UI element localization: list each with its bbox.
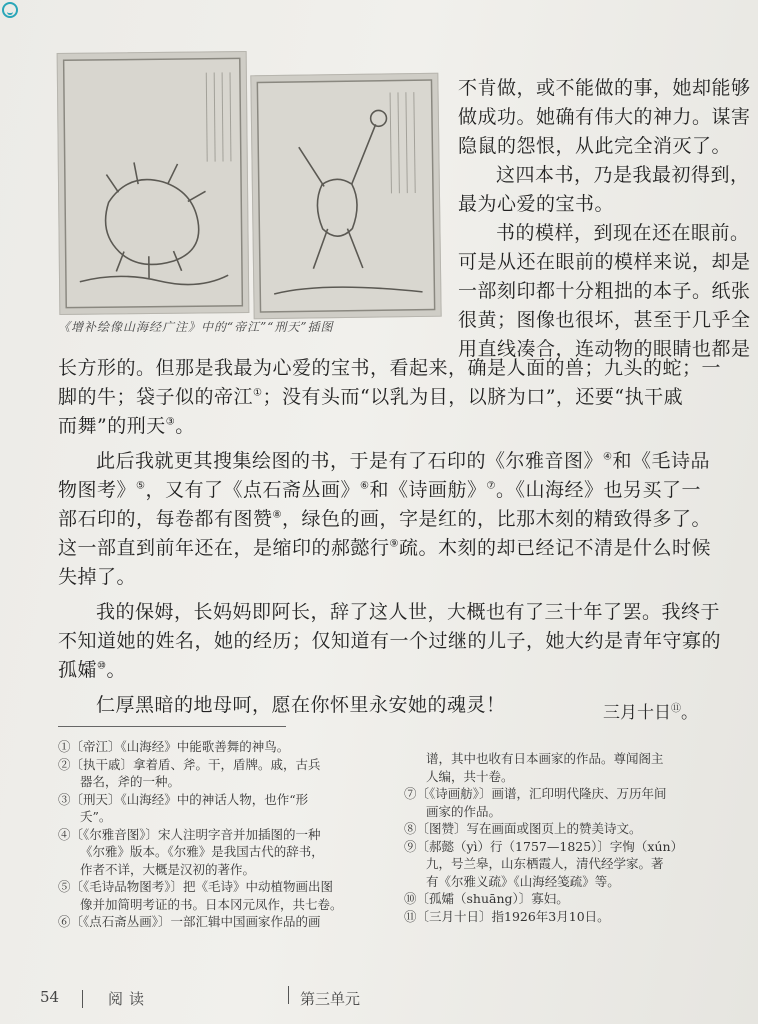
text-line: 仁厚黑暗的地母呵，愿在你怀里永安她的魂灵！ <box>96 694 506 716</box>
footnote: ⑩〔孤孀（shuāng）〕寡妇。 <box>404 891 569 906</box>
text-line: 隐鼠的怨恨，从此完全消灭了。 <box>458 135 732 157</box>
footer-section-left: 阅读 <box>108 990 151 1008</box>
right-column-text <box>458 74 751 364</box>
footnote-continuation: 九，号兰皋，山东栖霞人，清代经学家。著 <box>426 856 664 871</box>
text-line: 而舞”的刑天③。 <box>58 415 195 437</box>
footnotes-left <box>58 738 343 931</box>
text-line: 可是从还在眼前的模样来说，却是 <box>458 251 751 273</box>
text-line: 脚的牛；袋子似的帝江①；没有头而“以乳为目，以脐为口”，还要“执干戚 <box>58 386 684 408</box>
footnote-continuation: 器名，斧的一种。 <box>80 774 181 789</box>
logo-icon <box>2 2 18 18</box>
text-line: 物图考》⑤，又有了《点石斋丛画》⑥和《诗画舫》⑦。《山海经》也另买了一 <box>58 479 701 501</box>
footnotes-right <box>404 750 683 925</box>
footnote-mark[interactable]: ④ <box>603 451 613 463</box>
text-line: 做成功。她确有伟大的神力。谋害 <box>458 106 751 128</box>
text-line: 部石印的，每卷都有图赞⑧，绿色的画，字是红的，比那木刻的精致得多了。 <box>58 508 711 530</box>
footnote: ⑥〔《点石斋丛画》〕一部汇辑中国画家作品的画 <box>58 914 321 929</box>
footnote: ②〔执干戚〕拿着盾、斧。干，盾牌。戚，古兵 <box>58 756 321 772</box>
footnote-continuation: 谱，其中也收有日本画家的作品。尊闻阁主 <box>426 751 664 766</box>
text-line: 用直线凑合，连动物的眼睛也都是 <box>458 338 751 360</box>
footnote-mark[interactable]: ⑪ <box>671 703 681 715</box>
footnote-mark[interactable]: ⑨ <box>389 538 399 550</box>
footnote-continuation: 《尔雅》版本。《尔雅》是我国古代的辞书， <box>80 844 324 859</box>
figure-caption: 《增补绘像山海经广注》中的“帝江”“刑天”插图 <box>58 320 334 334</box>
woodcut-xingtian-image <box>251 74 440 319</box>
footnote-mark[interactable]: ⑥ <box>360 480 370 492</box>
text-line: 一部刻印都十分粗拙的本子。纸张 <box>458 280 751 302</box>
footnote: ④〔《尔雅音图》〕宋人注明字音并加插图的一种 <box>58 826 321 842</box>
footnote-mark[interactable]: ③ <box>165 416 176 428</box>
illustration-xingtian <box>250 73 441 320</box>
text-line: 书的模样，到现在还在眼前。 <box>496 222 750 244</box>
text-line: 我的保姆，长妈妈即阿长，辞了这人世，大概也有了三十年了罢。我终于 <box>96 601 721 623</box>
footnote-mark[interactable]: ⑦ <box>486 480 496 492</box>
footnote: ⑤〔《毛诗品物图考》〕把《毛诗》中动植物画出图 <box>58 879 334 894</box>
footer-divider <box>82 990 83 1008</box>
footnote: ③〔刑天〕《山海经》中的神话人物，也作“形 <box>58 791 309 807</box>
woodcut-dijiang-image <box>58 52 249 314</box>
footnote-continuation: 像并加简明考证的书。日本冈元凤作，共七卷。 <box>80 896 343 912</box>
footnote-continuation: 作者不详，大概是汉初的著作。 <box>80 861 256 877</box>
footnote-mark[interactable]: ⑧ <box>272 509 282 521</box>
date-signature: 三月十日⑪。 <box>603 703 698 723</box>
footnote: ⑧〔图赞〕写在画面或图页上的赞美诗文。 <box>404 821 642 836</box>
footnote-mark[interactable]: ⑤ <box>136 480 146 492</box>
text-line: 不肯做，或不能做的事，她却能够 <box>458 77 751 99</box>
illustration-dijiang <box>57 51 250 315</box>
text-line: 孤孀⑩。 <box>58 659 126 681</box>
footnote: ①〔帝江〕《山海经》中能歌善舞的神鸟。 <box>58 739 290 754</box>
main-body-text <box>58 354 721 720</box>
page-number: 54 <box>40 988 60 1006</box>
text-line: 不知道她的姓名，她的经历；仅知道有一个过继的儿子，她大约是青年守寡的 <box>58 630 722 652</box>
text-line: 长方形的。但那是我最为心爱的宝书，看起来，确是人面的兽；九头的蛇；一 <box>58 357 722 379</box>
text-line: 此后我就更其搜集绘图的书，于是有了石印的《尔雅音图》④和《毛诗品 <box>96 450 710 472</box>
footnote-continuation: 有《尔雅义疏》《山海经笺疏》等。 <box>426 873 620 889</box>
footnote-mark[interactable]: ⑩ <box>97 660 107 672</box>
text-line: 这四本书，乃是我最初得到， <box>496 164 750 186</box>
footnote-divider <box>58 726 286 727</box>
text-line: 很黄；图像也很坏，甚至于几乎全 <box>458 309 751 331</box>
footnote: ⑪〔三月十日〕指1926年3月10日。 <box>404 908 610 924</box>
text-line: 这一部直到前年还在，是缩印的郝懿行⑨疏。木刻的却已经记不清是什么时候 <box>58 537 711 559</box>
footnote-mark[interactable]: ① <box>253 387 263 399</box>
footnote-continuation: 人编，共十卷。 <box>426 768 514 784</box>
text-line: 失掉了。 <box>58 566 137 588</box>
footnote: ⑨〔郝懿（yì）行（1757—1825）〕字恂（xún） <box>404 838 684 854</box>
footer-divider <box>288 986 289 1004</box>
footnote: ⑦〔《诗画舫》〕画谱，汇印明代隆庆、万历年间 <box>404 786 667 801</box>
footer-section-right: 第三单元 <box>300 990 361 1008</box>
footnote-continuation: 画家的作品。 <box>426 803 502 819</box>
text-line: 最为心爱的宝书。 <box>458 193 615 215</box>
footnote-continuation: 夭”。 <box>80 809 112 824</box>
